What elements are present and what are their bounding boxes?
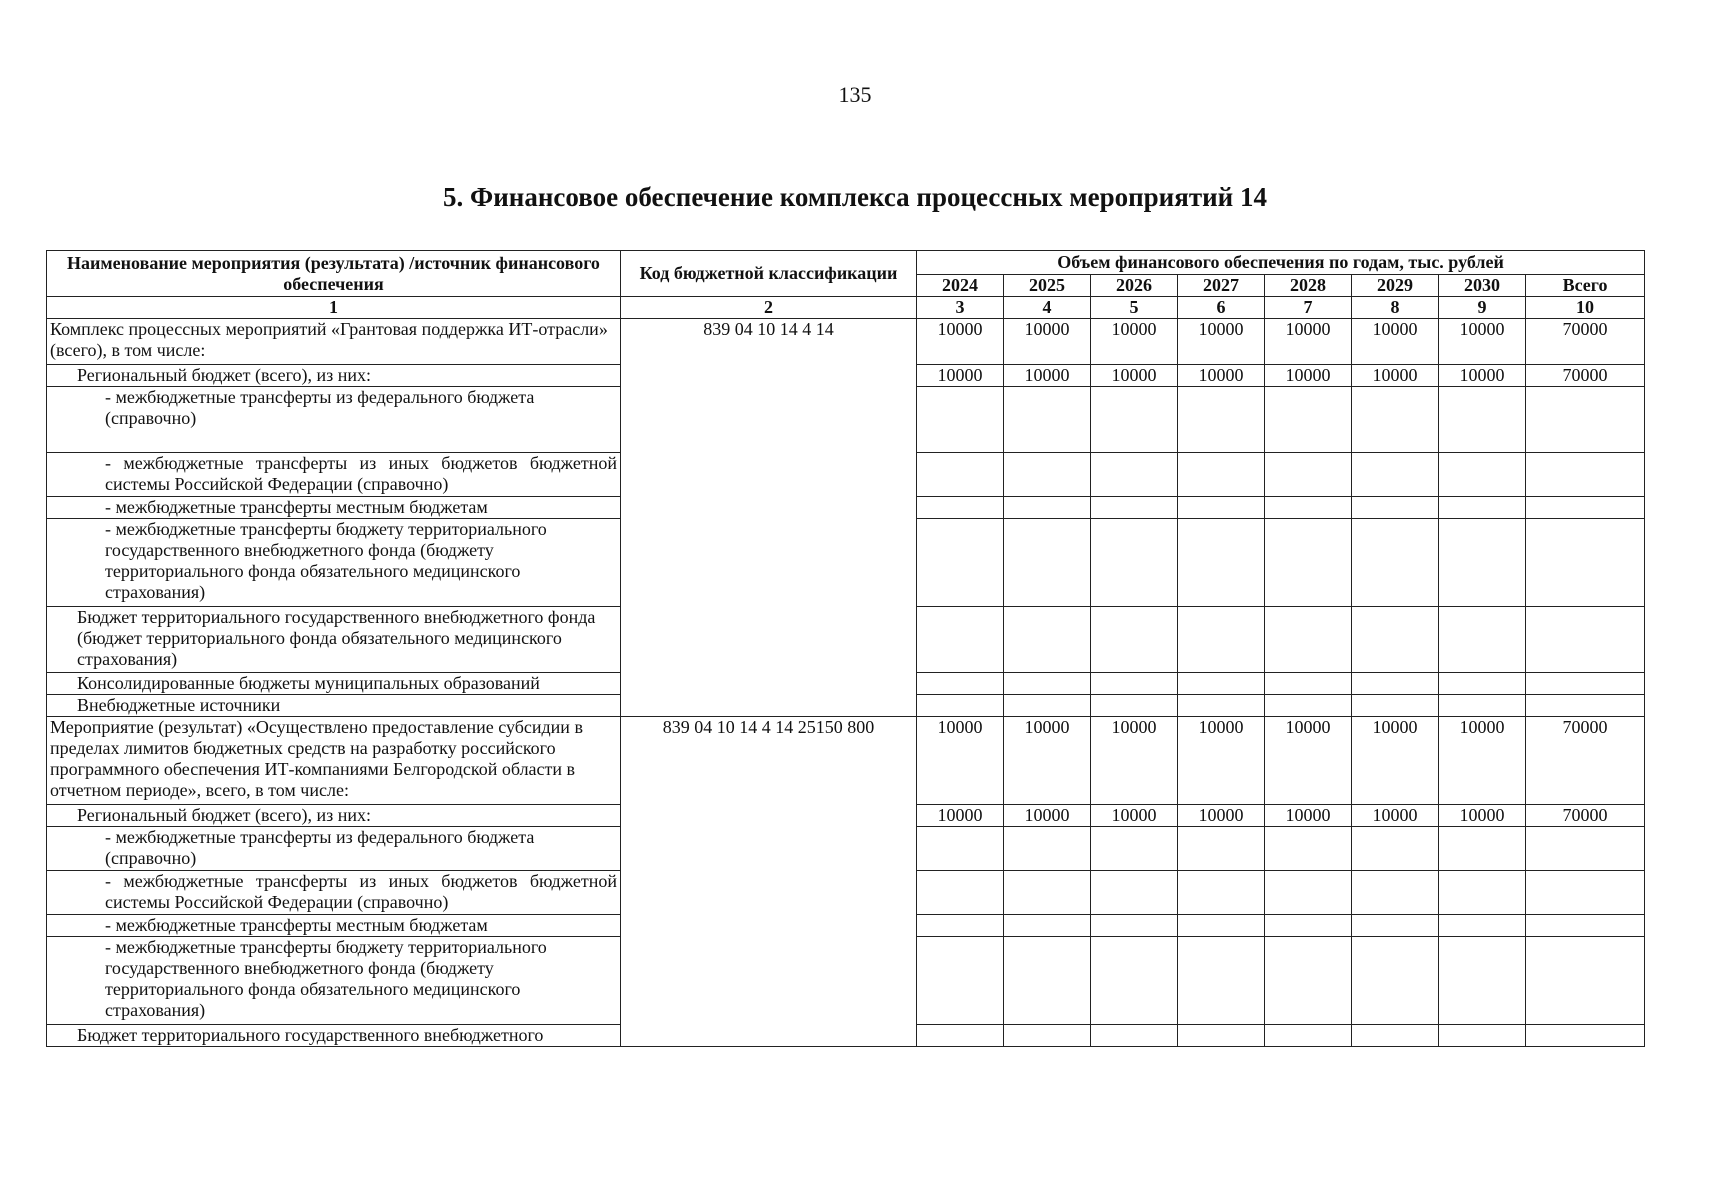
value-total: [1526, 387, 1645, 453]
value-cell: [1091, 871, 1178, 915]
value-cell: [1265, 497, 1352, 519]
value-cell: [1352, 1025, 1439, 1047]
value-cell: [1178, 673, 1265, 695]
row-label: Региональный бюджет (всего), из них:: [47, 365, 621, 387]
value-cell: [1091, 673, 1178, 695]
value-cell: [1004, 519, 1091, 607]
value-cell: [1178, 915, 1265, 937]
value-cell: [917, 915, 1004, 937]
value-cell: [1178, 387, 1265, 453]
value-total: [1526, 1025, 1645, 1047]
value-cell: [1265, 937, 1352, 1025]
value-total: [1526, 915, 1645, 937]
value-cell: [1265, 871, 1352, 915]
value-cell: [1004, 937, 1091, 1025]
header-year: 2024: [917, 275, 1004, 297]
value-cell: 10000: [1004, 717, 1091, 805]
value-cell: 10000: [1352, 365, 1439, 387]
header-year: 2027: [1178, 275, 1265, 297]
value-cell: [1352, 497, 1439, 519]
column-number: 3: [917, 297, 1004, 319]
value-cell: [917, 695, 1004, 717]
value-cell: [1004, 497, 1091, 519]
value-total: [1526, 871, 1645, 915]
row-label: - межбюджетные трансферты местным бюджетам: [47, 915, 621, 937]
value-total: [1526, 827, 1645, 871]
value-total: [1526, 673, 1645, 695]
value-cell: [917, 827, 1004, 871]
value-cell: [1004, 695, 1091, 717]
value-cell: 10000: [917, 717, 1004, 805]
value-total: [1526, 453, 1645, 497]
value-cell: [1004, 607, 1091, 673]
value-cell: [1178, 453, 1265, 497]
header-year: 2029: [1352, 275, 1439, 297]
value-cell: 10000: [1265, 717, 1352, 805]
value-total: [1526, 519, 1645, 607]
value-cell: 10000: [1178, 319, 1265, 365]
value-total: 70000: [1526, 717, 1645, 805]
row-label: Региональный бюджет (всего), из них:: [47, 805, 621, 827]
row-label: Внебюджетные источники: [47, 695, 621, 717]
value-cell: 10000: [1439, 717, 1526, 805]
value-cell: [1004, 673, 1091, 695]
table-body: [47, 319, 1645, 1047]
header-name: Наименование мероприятия (результата) /источник финансового обеспечения: [47, 251, 621, 297]
value-cell: [1352, 387, 1439, 453]
value-cell: [1178, 937, 1265, 1025]
column-number: 10: [1526, 297, 1645, 319]
value-cell: [1091, 915, 1178, 937]
value-cell: 10000: [1004, 365, 1091, 387]
value-cell: 10000: [1352, 717, 1439, 805]
value-cell: [1439, 827, 1526, 871]
value-cell: [1004, 827, 1091, 871]
value-cell: [1439, 695, 1526, 717]
value-cell: [1352, 937, 1439, 1025]
header-year: 2030: [1439, 275, 1526, 297]
header-total: Всего: [1526, 275, 1645, 297]
value-cell: 10000: [1178, 805, 1265, 827]
value-cell: 10000: [917, 805, 1004, 827]
value-cell: [1091, 607, 1178, 673]
column-number: 6: [1178, 297, 1265, 319]
value-cell: [1352, 519, 1439, 607]
document-title: 5. Финансовое обеспечение комплекса процессных мероприятий 14: [443, 182, 1267, 212]
value-cell: [1352, 871, 1439, 915]
row-label: - межбюджетные трансферты из федерального бюджета (справочно): [47, 387, 621, 453]
value-cell: 10000: [1439, 365, 1526, 387]
value-cell: [1004, 1025, 1091, 1047]
header-year: 2026: [1091, 275, 1178, 297]
value-cell: 10000: [1439, 805, 1526, 827]
value-cell: [1178, 827, 1265, 871]
value-cell: 10000: [1004, 319, 1091, 365]
value-total: 70000: [1526, 365, 1645, 387]
row-label: Консолидированные бюджеты муниципальных образований: [47, 673, 621, 695]
value-cell: 10000: [1352, 319, 1439, 365]
value-cell: [1091, 937, 1178, 1025]
row-label: Бюджет территориального государственного внебюджетного фонда (бюджет территориального фонда обязательного медицинского страхования): [47, 607, 621, 673]
value-cell: [1352, 673, 1439, 695]
value-total: 70000: [1526, 805, 1645, 827]
value-cell: 10000: [1265, 805, 1352, 827]
value-cell: 10000: [917, 365, 1004, 387]
value-cell: [1352, 915, 1439, 937]
value-cell: [1091, 387, 1178, 453]
value-cell: 10000: [1178, 717, 1265, 805]
row-label: Комплекс процессных мероприятий «Грантовая поддержка ИТ-отрасли» (всего), в том числе:: [47, 319, 621, 365]
value-cell: [917, 607, 1004, 673]
row-label: - межбюджетные трансферты бюджету территориального государственного внебюджетного фонда (бюджету территориального фонда обязательного медицинского страхования): [47, 519, 621, 607]
page-number: 135: [838, 82, 872, 107]
column-number: 9: [1439, 297, 1526, 319]
value-cell: [1439, 673, 1526, 695]
column-number: 7: [1265, 297, 1352, 319]
value-cell: [1091, 1025, 1178, 1047]
value-cell: [1439, 453, 1526, 497]
value-cell: 10000: [1091, 365, 1178, 387]
value-cell: [1265, 519, 1352, 607]
value-cell: [1352, 695, 1439, 717]
value-cell: [1439, 1025, 1526, 1047]
value-cell: [1265, 915, 1352, 937]
value-cell: 10000: [1265, 319, 1352, 365]
row-label: - межбюджетные трансферты местным бюджетам: [47, 497, 621, 519]
value-cell: 10000: [1265, 365, 1352, 387]
header-year: 2025: [1004, 275, 1091, 297]
value-cell: [917, 519, 1004, 607]
column-number: 2: [621, 297, 917, 319]
value-cell: [917, 1025, 1004, 1047]
value-cell: [1178, 519, 1265, 607]
value-cell: [1265, 453, 1352, 497]
value-cell: [1265, 827, 1352, 871]
value-cell: [1178, 497, 1265, 519]
value-cell: 10000: [917, 319, 1004, 365]
header-row-top: [47, 251, 1645, 275]
value-cell: [1439, 497, 1526, 519]
value-cell: [1004, 915, 1091, 937]
value-cell: [1439, 519, 1526, 607]
value-cell: 10000: [1004, 805, 1091, 827]
value-cell: [1439, 387, 1526, 453]
value-cell: [917, 937, 1004, 1025]
value-cell: [1091, 695, 1178, 717]
value-cell: [1439, 915, 1526, 937]
value-cell: 10000: [1091, 717, 1178, 805]
budget-code: 839 04 10 14 4 14 25150 800: [621, 717, 917, 1047]
value-cell: [1439, 871, 1526, 915]
value-cell: [917, 673, 1004, 695]
row-label: Бюджет территориального государственного внебюджетного: [47, 1025, 621, 1047]
value-cell: [1265, 607, 1352, 673]
value-cell: [1265, 1025, 1352, 1047]
column-number: 8: [1352, 297, 1439, 319]
value-cell: 10000: [1439, 319, 1526, 365]
header-volume: Объем финансового обеспечения по годам, тыс. рублей: [917, 251, 1645, 275]
table-row: [47, 319, 1645, 365]
value-cell: [917, 497, 1004, 519]
value-cell: [917, 387, 1004, 453]
value-cell: [1091, 453, 1178, 497]
value-cell: [1004, 871, 1091, 915]
budget-code: 839 04 10 14 4 14: [621, 319, 917, 717]
value-cell: [1439, 937, 1526, 1025]
value-cell: [1439, 607, 1526, 673]
value-cell: [1091, 497, 1178, 519]
column-number: 1: [47, 297, 621, 319]
value-cell: [1352, 453, 1439, 497]
header-year: 2028: [1265, 275, 1352, 297]
column-number: 4: [1004, 297, 1091, 319]
value-cell: 10000: [1178, 365, 1265, 387]
value-total: 70000: [1526, 319, 1645, 365]
value-cell: [1004, 453, 1091, 497]
table-row: [47, 717, 1645, 805]
row-label: - межбюджетные трансферты из иных бюджетов бюджетной системы Российской Федерации (справочно): [47, 453, 621, 497]
value-cell: [1178, 695, 1265, 717]
value-cell: [1091, 519, 1178, 607]
value-total: [1526, 607, 1645, 673]
value-cell: [1265, 695, 1352, 717]
value-total: [1526, 497, 1645, 519]
value-cell: [1265, 387, 1352, 453]
row-label: - межбюджетные трансферты из иных бюджетов бюджетной системы Российской Федерации (справочно): [47, 871, 621, 915]
value-cell: [1178, 1025, 1265, 1047]
value-cell: [1178, 607, 1265, 673]
column-number: 5: [1091, 297, 1178, 319]
value-cell: [1004, 387, 1091, 453]
value-cell: [1352, 607, 1439, 673]
value-cell: [917, 453, 1004, 497]
value-cell: [917, 871, 1004, 915]
header-code: Код бюджетной классификации: [621, 251, 917, 297]
financing-table: [46, 250, 1645, 1047]
value-total: [1526, 695, 1645, 717]
value-total: [1526, 937, 1645, 1025]
value-cell: 10000: [1091, 805, 1178, 827]
row-label: Мероприятие (результат) «Осуществлено предоставление субсидии в пределах лимитов бюджетных средств на разработку российского программного обеспечения ИТ-компаниями Белгородской области в отчетном периоде», всего, в том числе:: [47, 717, 621, 805]
value-cell: [1265, 673, 1352, 695]
column-number-row: [47, 297, 1645, 319]
value-cell: 10000: [1352, 805, 1439, 827]
row-label: - межбюджетные трансферты из федерального бюджета (справочно): [47, 827, 621, 871]
value-cell: [1352, 827, 1439, 871]
value-cell: 10000: [1091, 319, 1178, 365]
value-cell: [1178, 871, 1265, 915]
value-cell: [1091, 827, 1178, 871]
row-label: - межбюджетные трансферты бюджету территориального государственного внебюджетного фонда (бюджету территориального фонда обязательного медицинского страхования): [47, 937, 621, 1025]
